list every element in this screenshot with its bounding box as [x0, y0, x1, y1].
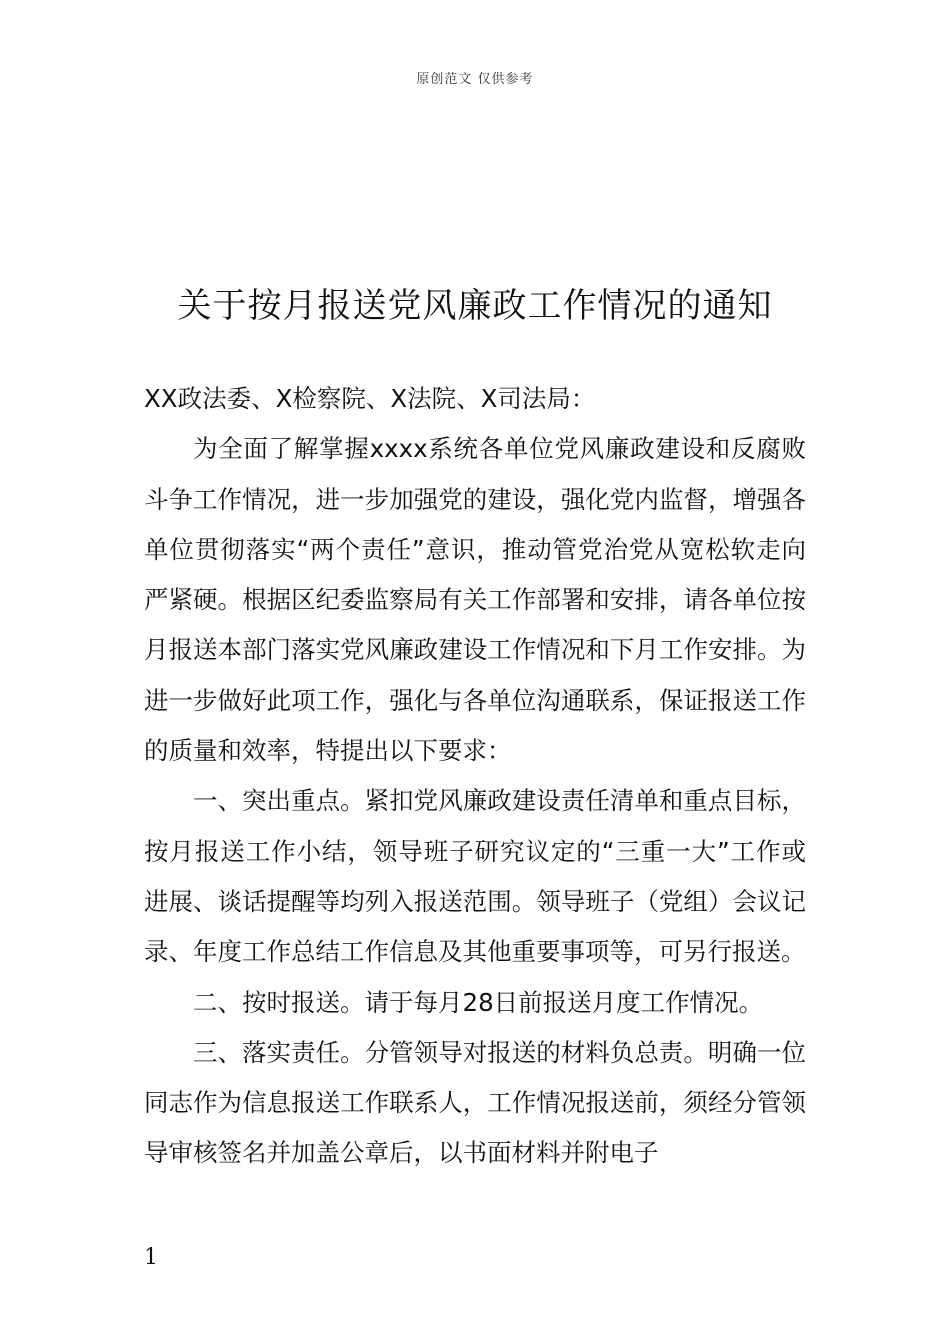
paragraph-intro: 为全面了解掌握xxxx系统各单位党风廉政建设和反腐败斗争工作情况，进一步加强党的建设，强化党内监督，增强各单位贯彻落实“两个责任”意识，推动管党治党从宽松软走向严紧硬。根据区纪委监察局有关工作部署和安排，请各单位按月报送本部门落实党风廉政建设工作情况和下月工作安排。为进一步做好此项工作，强化与各单位沟通联系，保证报送工作的质量和效率，特提出以下要求： [144, 434, 806, 766]
document-title: 关于按月报送党风廉政工作情况的通知 [177, 286, 773, 326]
paragraph-requirement-1: 一、突出重点。紧扣党风廉政建设责任清单和重点目标，按月报送工作小结，领导班子研究议定的“三重一大”工作或进展、谈话提醒等均列入报送范围。领导班子（党组）会议记录、年度工作总结工作信息及其他重要事项等，可另行报送。 [144, 786, 806, 967]
paragraph-requirement-3: 三、落实责任。分管领导对报送的材料负总责。明确一位同志作为信息报送工作联系人，工作情况报送前，须经分管领导审核签名并加盖公章后，以书面材料并附电子 [144, 1037, 806, 1168]
salutation: XX政法委、X检察院、X法院、X司法局： [144, 384, 596, 413]
header-note: 原创范文 仅供参考 [416, 72, 534, 87]
paragraph-requirement-2: 二、按时报送。请于每月28日前报送月度工作情况。 [193, 987, 764, 1017]
page-number: 1 [144, 1245, 158, 1270]
document-body [144, 374, 806, 1179]
